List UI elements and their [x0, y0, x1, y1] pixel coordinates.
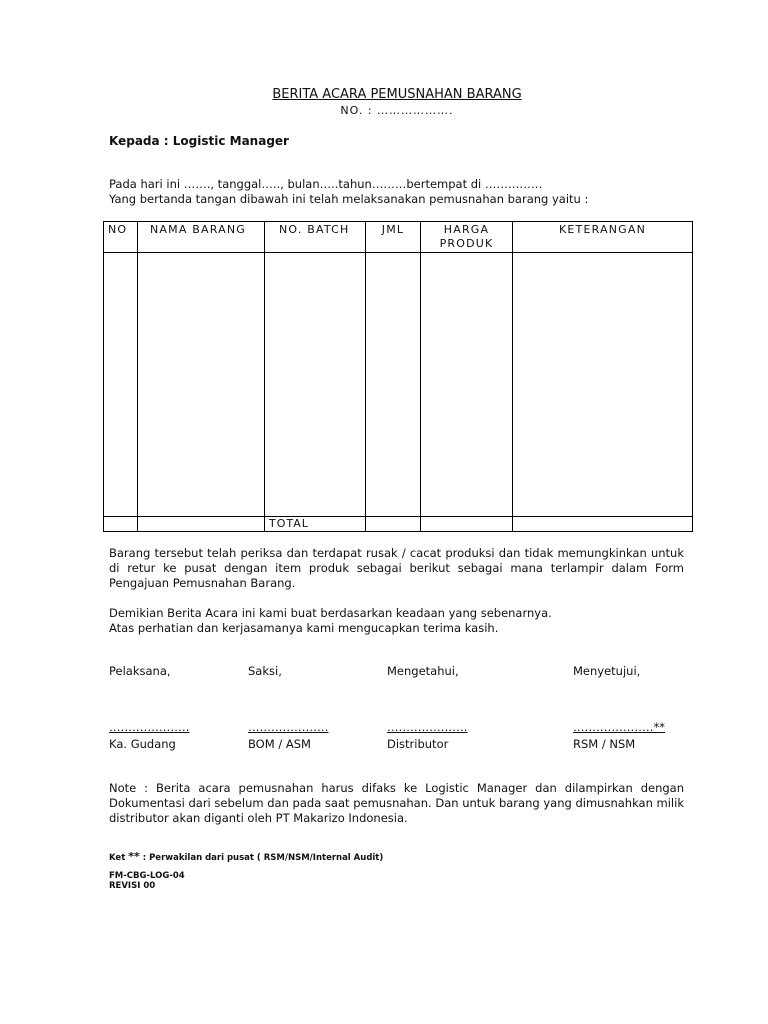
col-header-no: NO [104, 222, 138, 253]
signature-line-saksi: ………………… [248, 720, 329, 734]
items-table [103, 221, 693, 532]
signature-role-menyetujui: Menyetujui, [573, 664, 641, 678]
form-code: FM-CBG-LOG-04 [109, 871, 185, 881]
col-header-jml: JML [366, 222, 421, 253]
cell-jml[interactable] [366, 253, 421, 517]
signature-role-mengetahui: Mengetahui, [387, 664, 459, 678]
cell-no[interactable] [104, 253, 138, 517]
intro-line-1: Pada hari ini ……., tanggal….., bulan…..tahun………bertempat di …………… [109, 177, 543, 191]
revision-label: REVISI 00 [109, 881, 156, 891]
closing-line-2: Atas perhatian dan kerjasamanya kami mengucapkan terima kasih. [109, 621, 499, 635]
cell-keterangan[interactable] [513, 253, 693, 517]
closing-line-1: Demikian Berita Acara ini kami buat berdasarkan keadaan yang sebenarnya. [109, 606, 552, 620]
document-title: BERITA ACARA PEMUSNAHAN BARANG [272, 87, 522, 102]
col-header-no-batch: NO. BATCH [265, 222, 366, 253]
total-label: TOTAL [265, 517, 366, 532]
note-paragraph: Note : Berita acara pemusnahan harus difaks ke Logistic Manager dan dilampirkan dengan Dokumentasi dari sebelum dan pada saat pemusnahan. Dan untuk barang yang dimusnahkan milik distributor akan diganti oleh PT Makarizo Indonesia. [109, 781, 684, 825]
recipient-line: Kepada : Logistic Manager [109, 134, 289, 148]
table-body-row [104, 253, 693, 517]
cell-no-batch[interactable] [265, 253, 366, 517]
table-total-row [104, 517, 693, 532]
statement-text: Barang tersebut telah periksa dan terdapat rusak / cacat produksi dan tidak memungkinkan untuk di retur ke pusat dengan item produk sebagai berikut sebagai mana terlampir dalam Form Pengajuan Pemusnahan Barang. [109, 546, 684, 590]
footnote [109, 850, 383, 863]
signature-role-saksi: Saksi, [248, 664, 282, 678]
signatory-bom-asm: BOM / ASM [248, 737, 311, 751]
footnote-text: : Perwakilan dari pusat ( RSM/NSM/Internal Audit) [142, 853, 384, 863]
footnote-prefix: Ket [109, 853, 126, 863]
col-header-nama-barang: NAMA BARANG [138, 222, 265, 253]
table-header-row [104, 222, 693, 253]
signature-line-pelaksana: ………………… [109, 720, 190, 734]
footnote-stars: ** [128, 850, 140, 863]
document-number: NO. : ………………. [340, 104, 454, 117]
signatory-ka-gudang: Ka. Gudang [109, 737, 176, 751]
signatory-rsm-nsm: RSM / NSM [573, 737, 636, 751]
closing-paragraph [109, 606, 684, 636]
col-header-harga-produk: HARGA PRODUK [421, 222, 513, 253]
total-jml[interactable] [366, 517, 421, 532]
form-code-block [109, 871, 185, 891]
col-header-keterangan: KETERANGAN [513, 222, 693, 253]
signatory-distributor: Distributor [387, 737, 449, 751]
signature-line-menyetujui: …………………** [573, 720, 665, 734]
cell-nama-barang[interactable] [138, 253, 265, 517]
signature-role-pelaksana: Pelaksana, [109, 664, 171, 678]
intro-line-2: Yang bertanda tangan dibawah ini telah melaksanakan pemusnahan barang yaitu : [109, 192, 589, 206]
cell-harga-produk[interactable] [421, 253, 513, 517]
total-harga[interactable] [421, 517, 513, 532]
signature-line-mengetahui: ………………… [387, 720, 468, 734]
statement-paragraph [109, 546, 684, 591]
